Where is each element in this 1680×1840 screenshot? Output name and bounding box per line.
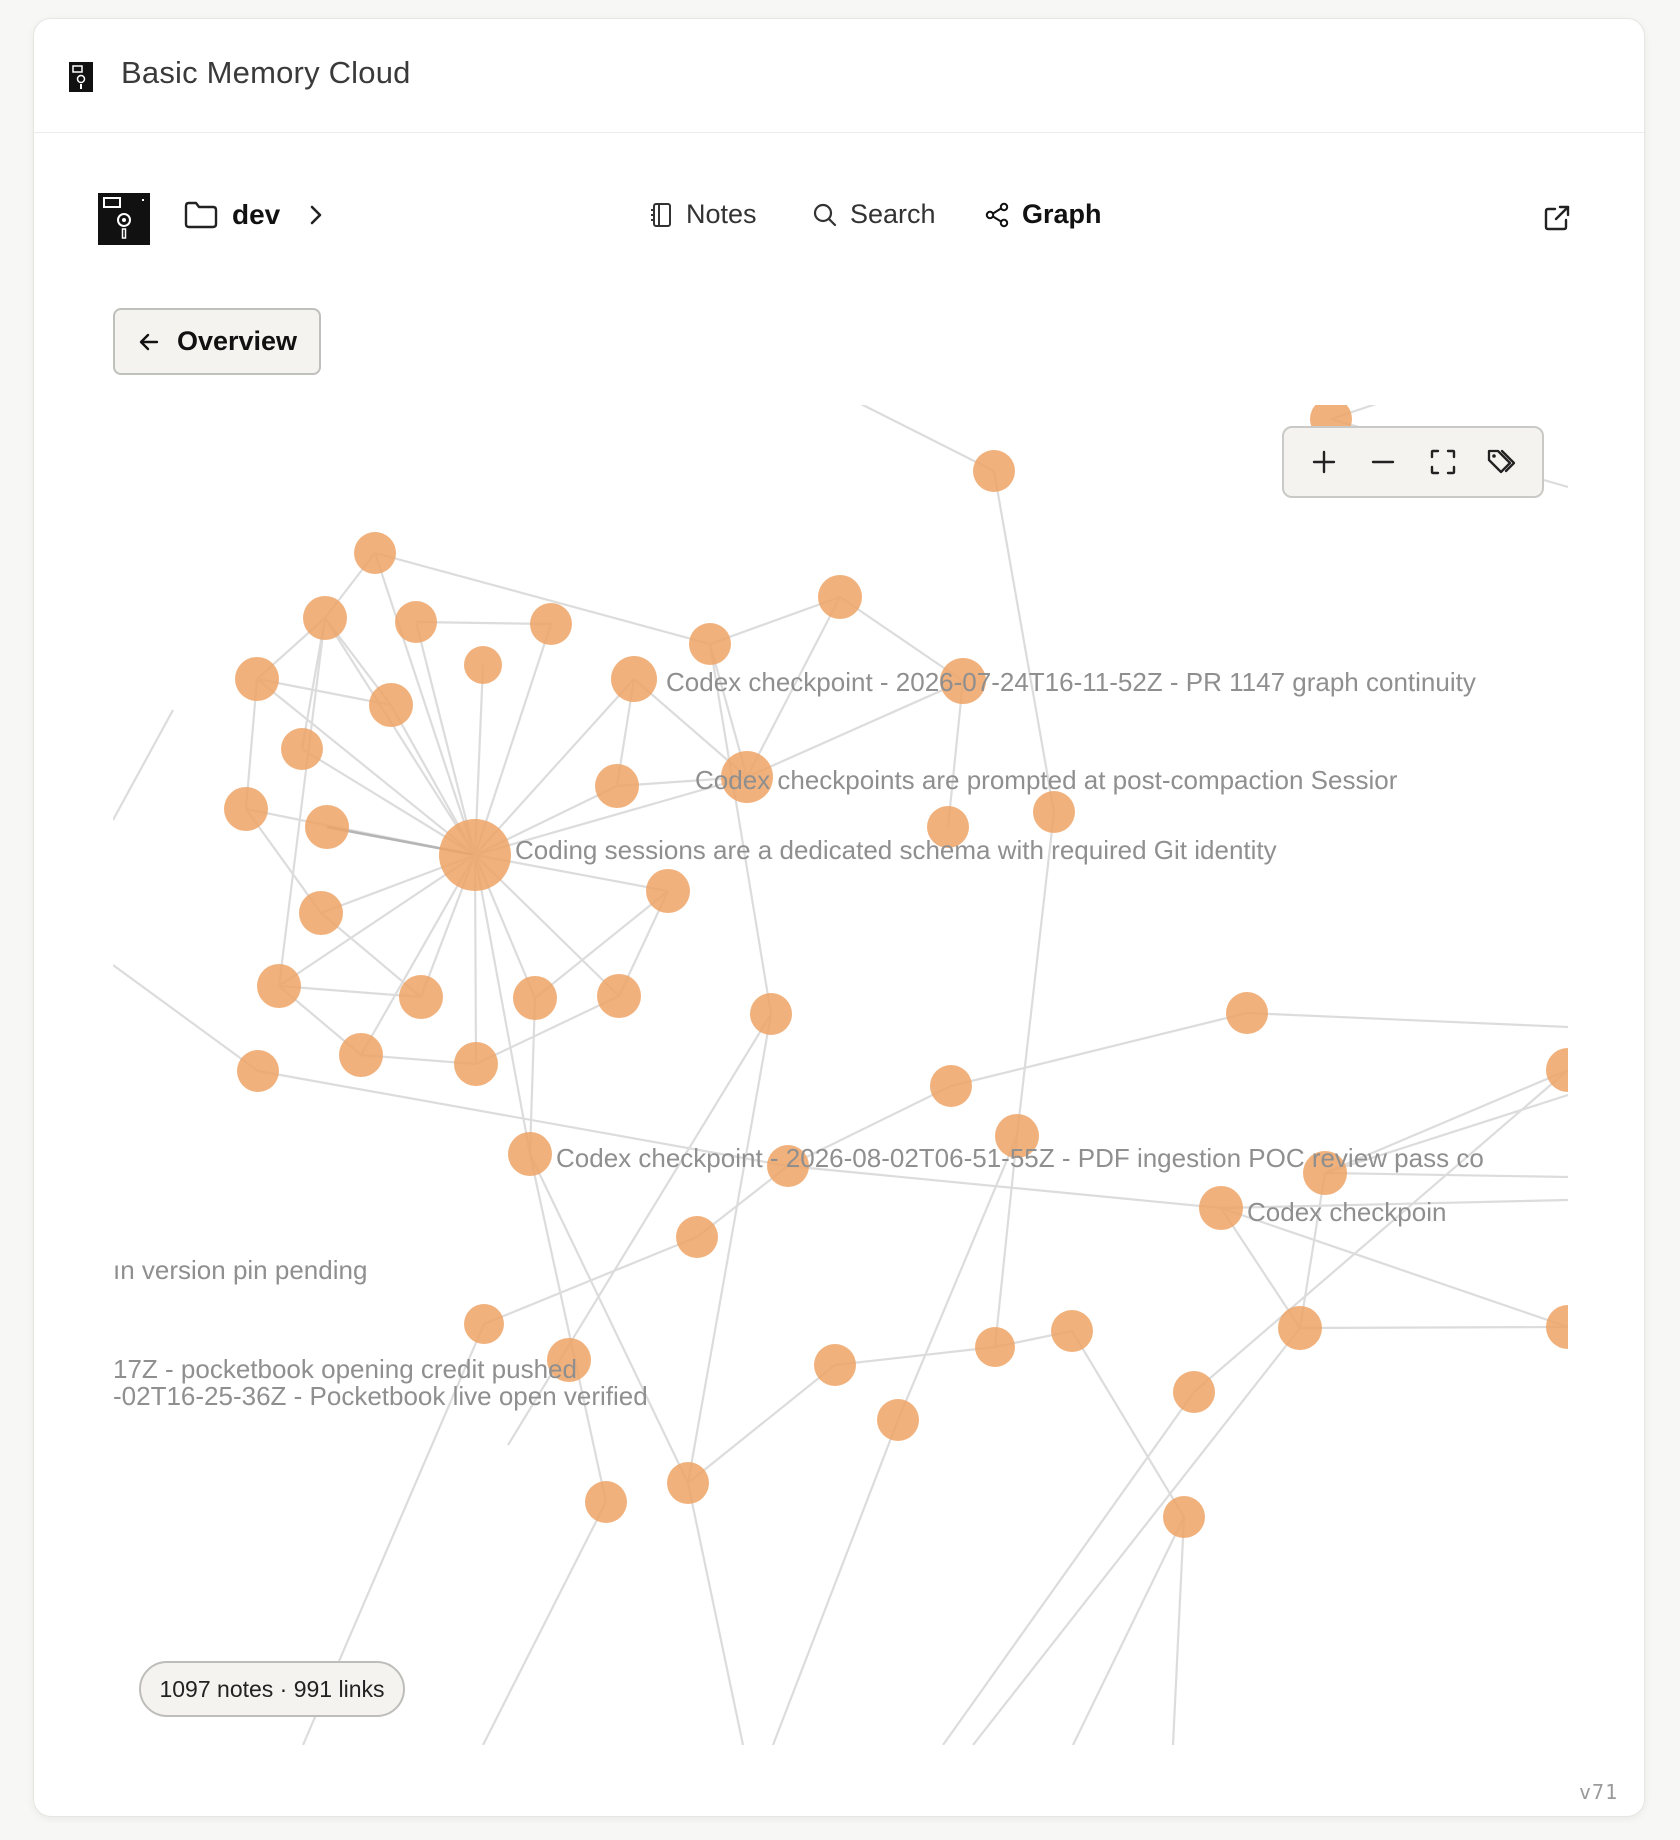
node-label: Codex checkpoints are prompted at post-compaction Sessior: [695, 765, 1398, 795]
graph-edge: [943, 1392, 1194, 1745]
graph-node[interactable]: [814, 1344, 856, 1386]
tags-icon: [1486, 447, 1518, 477]
graph-edge: [1247, 1013, 1568, 1027]
node-label: Codex checkpoint - 2026-08-02T06-51-55Z - PDF ingestion POC review pass co: [556, 1143, 1484, 1173]
minus-icon: [1370, 449, 1396, 475]
search-icon: [812, 202, 838, 228]
graph-node[interactable]: [369, 683, 413, 727]
app-window: [33, 18, 1645, 1817]
nav-search-label: Search: [850, 199, 936, 229]
fit-screen-button[interactable]: [1423, 442, 1463, 482]
graph-edge: [535, 891, 668, 998]
graph-edge: [113, 965, 258, 1071]
graph-edge: [1073, 1517, 1184, 1745]
graph-node[interactable]: [395, 601, 437, 643]
graph-edge: [688, 1483, 743, 1745]
nav-search[interactable]: [812, 199, 936, 230]
graph-node[interactable]: [257, 964, 301, 1008]
graph-node[interactable]: [224, 787, 268, 831]
node-label: -02T16-25-36Z - Pocketbook live open verified: [113, 1381, 648, 1411]
graph-stats: 1097 notes · 991 links: [139, 1661, 405, 1717]
graph-node[interactable]: [464, 646, 502, 684]
graph-edge: [113, 710, 173, 820]
graph-edge: [530, 998, 535, 1154]
project-logo-icon[interactable]: [98, 193, 150, 245]
graph-node[interactable]: [818, 575, 862, 619]
graph-edge: [688, 1365, 835, 1483]
graph-node[interactable]: [1278, 1306, 1322, 1350]
node-label: Codex checkpoint - 2026-07-24T16-11-52Z - PR 1147 graph continuity: [666, 667, 1476, 697]
graph-node[interactable]: [305, 805, 349, 849]
graph-node[interactable]: [973, 450, 1015, 492]
plus-icon: [1311, 449, 1337, 475]
nav-notes-label: Notes: [686, 199, 757, 229]
graph-node[interactable]: [597, 974, 641, 1018]
toggle-labels-button[interactable]: [1482, 442, 1522, 482]
graph-node[interactable]: [1163, 1496, 1205, 1538]
graph-edge: [1072, 1331, 1184, 1517]
project-name: dev: [232, 199, 281, 230]
graph-node[interactable]: [281, 728, 323, 770]
app-title: Basic Memory Cloud: [121, 55, 411, 90]
chevron-right-icon: [304, 203, 328, 227]
graph-node[interactable]: [439, 819, 511, 891]
notebook-icon: [650, 202, 674, 228]
graph-node[interactable]: [1033, 791, 1075, 833]
node-label: 17Z - pocketbook opening credit pushed: [113, 1354, 577, 1384]
graph-edge: [973, 1328, 1300, 1745]
arrow-left-icon: [137, 330, 161, 354]
graph-canvas[interactable]: [113, 405, 1568, 1745]
graph-node[interactable]: [1173, 1371, 1215, 1413]
graph-node[interactable]: [930, 1065, 972, 1107]
external-link-icon[interactable]: [1542, 203, 1572, 233]
graph-edge: [951, 1013, 1247, 1086]
graph-node[interactable]: [595, 764, 639, 808]
app-version: v71: [1579, 1780, 1619, 1804]
graph-edge: [257, 679, 475, 855]
zoom-out-button[interactable]: [1363, 442, 1403, 482]
share-graph-icon: [984, 202, 1010, 228]
graph-node[interactable]: [354, 532, 396, 574]
graph-node[interactable]: [689, 623, 731, 665]
graph-node[interactable]: [585, 1481, 627, 1523]
toolbar: [34, 189, 1644, 249]
graph-node[interactable]: [667, 1462, 709, 1504]
graph-node[interactable]: [646, 869, 690, 913]
nav-graph[interactable]: [984, 199, 1102, 230]
graph-node[interactable]: [611, 656, 657, 702]
graph-edge: [843, 405, 994, 471]
nav-graph-label: Graph: [1022, 199, 1102, 229]
graph-node[interactable]: [513, 976, 557, 1020]
graph-node[interactable]: [750, 993, 792, 1035]
node-label: ın version pin pending: [113, 1255, 368, 1285]
graph-node[interactable]: [399, 975, 443, 1019]
graph-node[interactable]: [464, 1304, 504, 1344]
fullscreen-icon: [1429, 448, 1457, 476]
graph-node[interactable]: [454, 1042, 498, 1086]
graph-node[interactable]: [975, 1327, 1015, 1367]
graph-node[interactable]: [1226, 992, 1268, 1034]
graph-svg[interactable]: [113, 405, 1568, 1745]
zoom-in-button[interactable]: [1304, 442, 1344, 482]
node-label: Codex checkpoin: [1247, 1197, 1447, 1227]
overview-button[interactable]: [113, 308, 321, 375]
title-bar: [34, 19, 1644, 133]
graph-node[interactable]: [1199, 1186, 1243, 1230]
graph-node[interactable]: [1546, 1305, 1568, 1349]
graph-node[interactable]: [303, 596, 347, 640]
graph-node[interactable]: [299, 891, 343, 935]
graph-edge: [835, 1347, 995, 1365]
nav-notes[interactable]: [650, 199, 757, 230]
graph-edge: [530, 1154, 688, 1483]
graph-edge: [530, 1154, 606, 1502]
graph-node[interactable]: [1051, 1310, 1093, 1352]
graph-edge: [773, 1420, 898, 1745]
graph-edge: [483, 1502, 606, 1745]
graph-node[interactable]: [530, 603, 572, 645]
graph-node[interactable]: [877, 1399, 919, 1441]
overview-label: Overview: [176, 326, 298, 356]
graph-node[interactable]: [237, 1050, 279, 1092]
graph-edge: [710, 644, 771, 1014]
graph-node[interactable]: [339, 1033, 383, 1077]
graph-edge: [1173, 1517, 1184, 1745]
graph-node[interactable]: [235, 657, 279, 701]
graph-node[interactable]: [508, 1132, 552, 1176]
folder-icon: [184, 201, 218, 229]
graph-node[interactable]: [676, 1216, 718, 1258]
graph-edge: [994, 471, 1054, 812]
graph-edge: [1194, 1070, 1568, 1392]
node-label: Coding sessions are a dedicated schema with required Git identity: [515, 835, 1277, 865]
graph-edge: [1300, 1327, 1568, 1328]
graph-controls: [1282, 426, 1544, 498]
app-logo-icon: [69, 62, 93, 92]
project-selector[interactable]: [184, 199, 328, 231]
